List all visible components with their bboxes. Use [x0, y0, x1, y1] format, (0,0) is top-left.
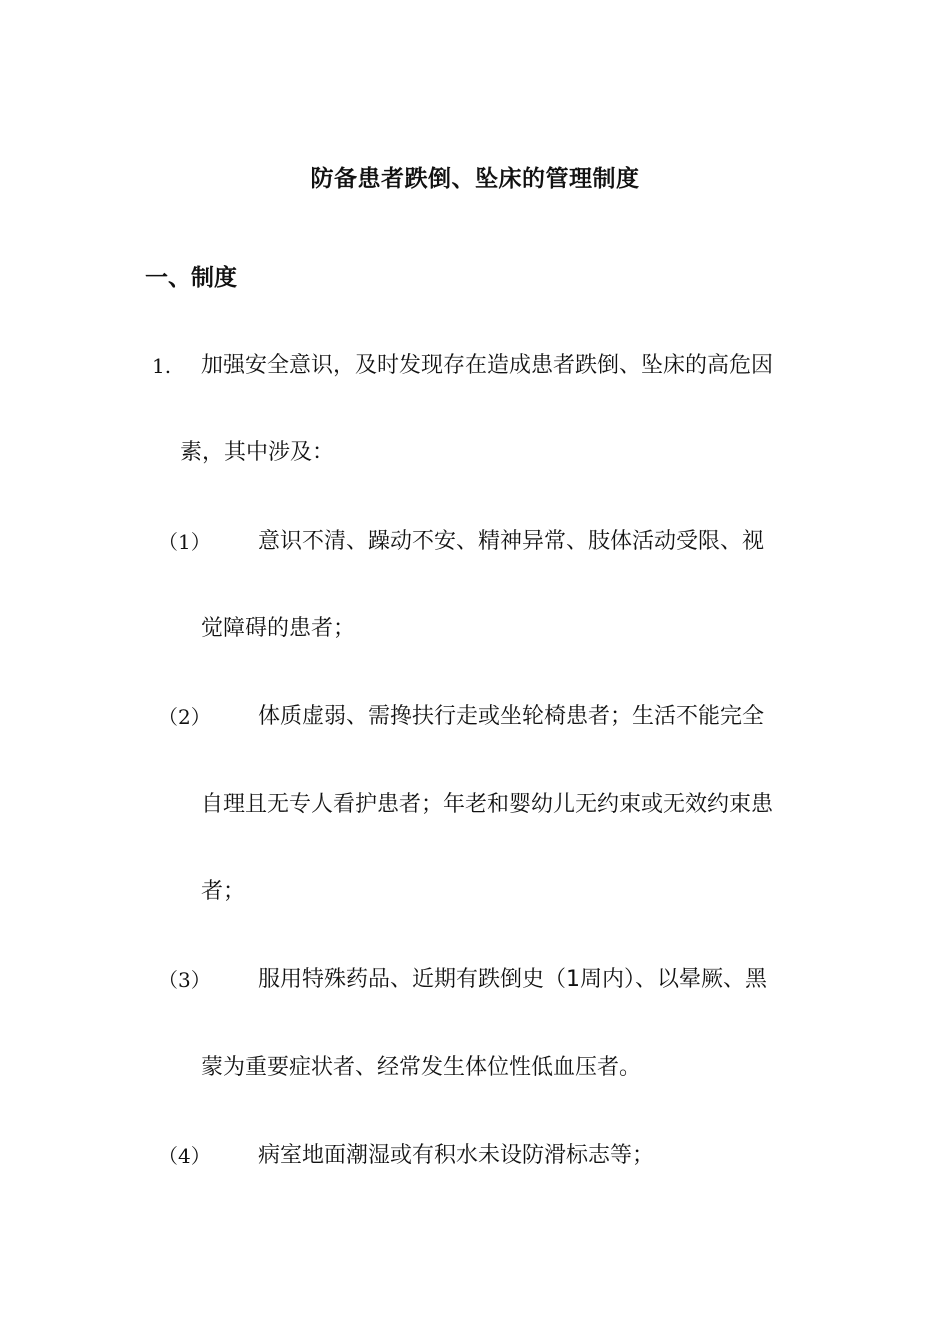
item-1-line-2: 素，其中涉及： [180, 440, 335, 465]
subitem-2-line-3: 者； [201, 879, 246, 904]
subitem-3-line-1: 服用特殊药品、近期有跌倒史（1周内）、以晕厥、黑 [258, 967, 767, 992]
item-1-line-1: 加强安全意识，及时发现存在造成患者跌倒、坠床的高危因 [201, 353, 774, 378]
subitem-4-number: （4） [158, 1144, 211, 1168]
section-heading: 一、制度 [145, 265, 237, 291]
subitem-1-line-1: 意识不清、躁动不安、精神异常、肢体活动受限、视 [258, 529, 765, 554]
subitem-2-number: （2） [158, 705, 211, 729]
subitem-2-line-2: 自理且无专人看护患者；年老和婴幼儿无约束或无效约束患 [201, 792, 774, 817]
subitem-1-number: （1） [158, 530, 211, 554]
subitem-3-line-2: 蒙为重要症状者、经常发生体位性低血压者。 [201, 1055, 642, 1080]
subitem-3-number: （3） [158, 968, 211, 992]
subitem-4-line-1: 病室地面潮湿或有积水未设防滑标志等； [258, 1143, 655, 1168]
subitem-2-line-1: 体质虚弱、需搀扶行走或坐轮椅患者；生活不能完全 [258, 704, 765, 729]
subitem-1-line-2: 觉障碍的患者； [201, 616, 356, 641]
item-1-number: 1. [152, 354, 172, 378]
document-title: 防备患者跌倒、坠床的管理制度 [310, 166, 640, 192]
